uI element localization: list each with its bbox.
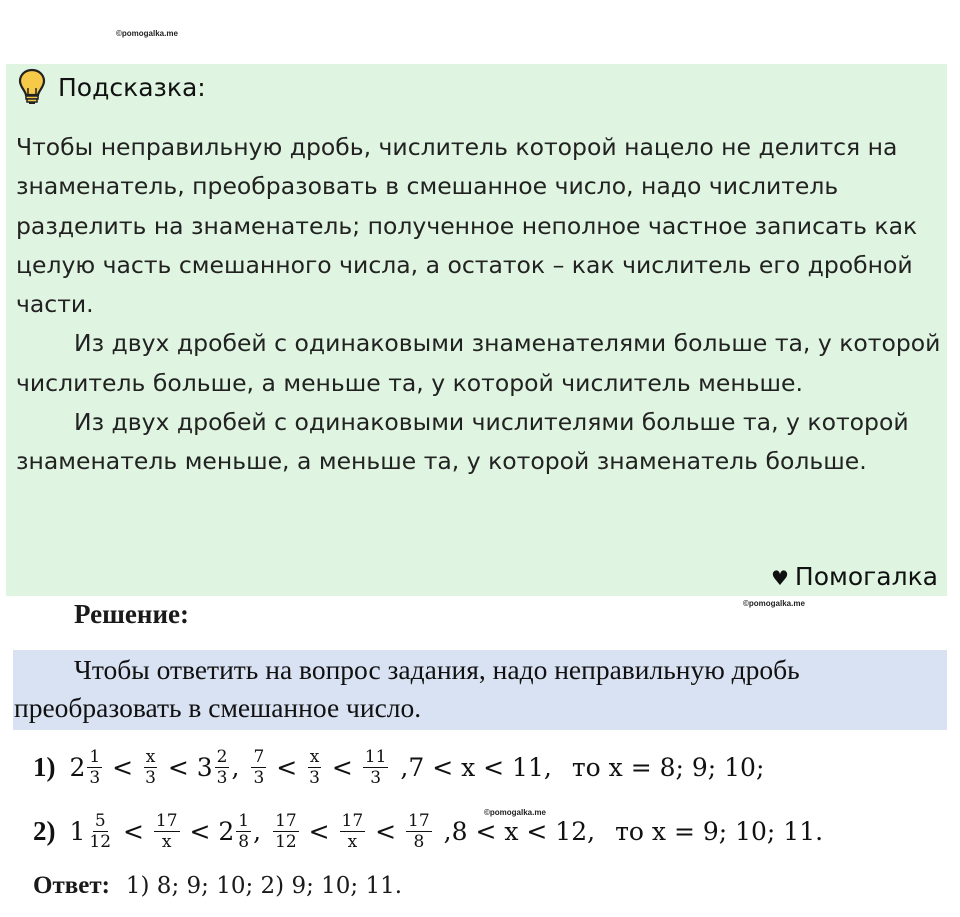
intro-text: Чтобы ответить на вопрос задания, надо неправильную дробь преобразовать в смешанное число. bbox=[14, 654, 800, 723]
watermark-bottom: ©pomogalka.me bbox=[484, 808, 546, 817]
hint-paragraph: Из двух дробей с одинаковыми знаменателями больше та, у которой числитель больше, а меньше та, у которой числитель меньше. bbox=[16, 329, 941, 397]
brand-name: Помогалка bbox=[794, 562, 938, 591]
hint-paragraph: Чтобы неправильную дробь, числитель которой нацело не делится на знаменатель, преобразовать в смешанное число, надо числитель разделить на знаменатель; полученное неполное частное записать как целую часть смешанного числа, а остаток – как числитель его дробной части. bbox=[16, 133, 918, 319]
solution-line-2: 2) 1 $\frac{5}{12}$ < $\frac{17}{x}$ < 2 $\frac{1}{8}$ , $\frac{17}{12}$ < $\frac{17}{x}$ < $\frac{17}{8}$ ,8 < x < 12, то x = 9; 10; 11. bbox=[33, 811, 824, 852]
brand-signature bbox=[771, 562, 938, 591]
answer-label: Ответ: bbox=[33, 872, 110, 899]
answer-value: 1) 8; 9; 10; 2) 9; 10; 11. bbox=[125, 873, 403, 899]
heart-icon: ♥ bbox=[770, 566, 789, 590]
watermark-top: ©pomogalka.me bbox=[116, 29, 178, 38]
watermark-middle: ©pomogalka.me bbox=[743, 599, 805, 608]
answer-line bbox=[33, 870, 402, 900]
lightbulb-icon bbox=[18, 68, 46, 106]
hint-text bbox=[16, 128, 941, 482]
hint-title: Подсказка: bbox=[58, 73, 206, 102]
solution-line-1: 1) 2 $\frac{1}{3}$ < $\frac{x}{3}$ < 3 $\frac{2}{3}$ , $\frac{7}{3}$ < $\frac{x}{3}$ < $\frac{11}{3}$ ,7 < x < 11, то x = 8; 9; 10; bbox=[33, 747, 765, 788]
solution-title: Решение: bbox=[74, 599, 189, 629]
hint-paragraph: Из двух дробей с одинаковыми числителями больше та, у которой знаменатель меньше, а меньше та, у которой знаменатель больше. bbox=[16, 408, 909, 476]
